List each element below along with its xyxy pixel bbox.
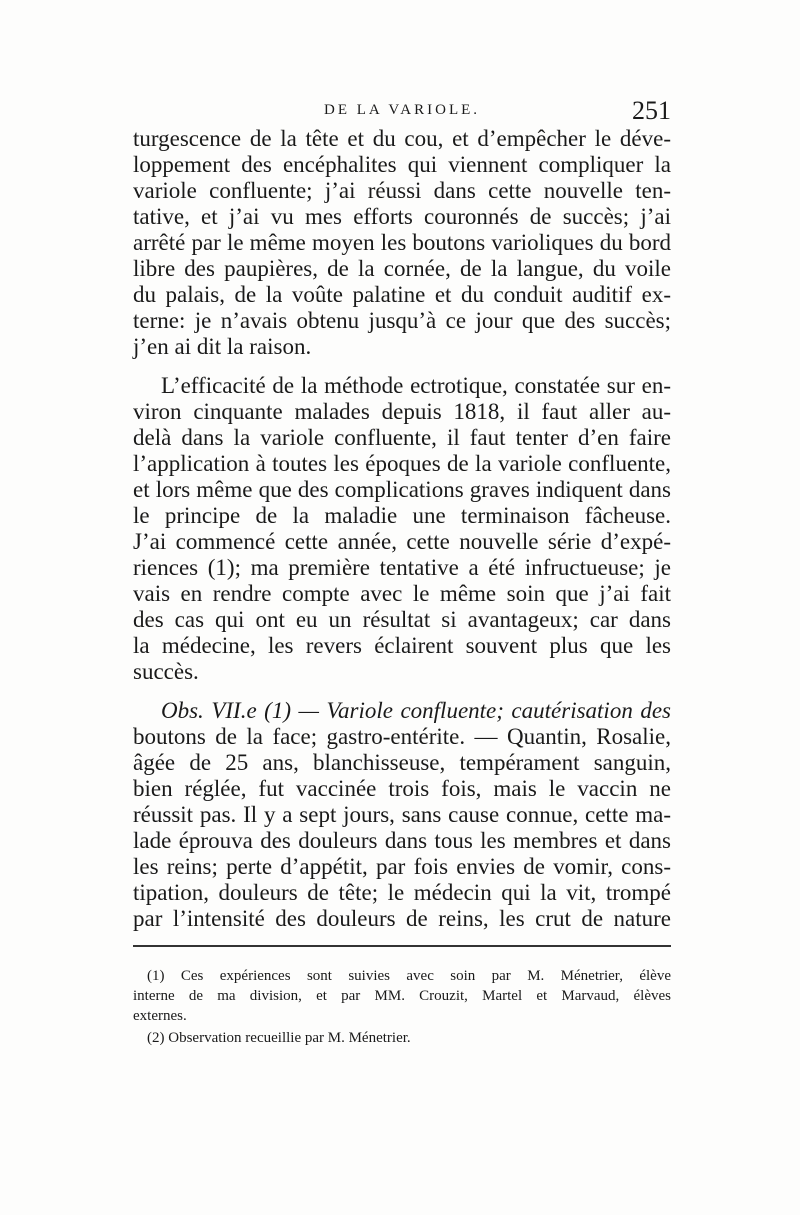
- footnote-rule: [133, 945, 671, 947]
- page-number: 251: [632, 96, 671, 125]
- text-line: succès.: [133, 659, 199, 684]
- text-line: terne: je n’avais obtenu jusqu’à ce jour que des succès;: [133, 308, 671, 333]
- text-line: tative, et j’ai vu mes efforts couronnés de succès; j’ai: [133, 204, 671, 229]
- footnote-line: externes.: [133, 1008, 187, 1024]
- running-head: DE LA VARIOLE.: [323, 102, 481, 118]
- text-line: delà dans la variole confluente, il faut tenter d’en faire: [133, 425, 671, 450]
- text-line: libre des paupières, de la cornée, de la langue, du voile: [133, 256, 671, 281]
- text-line: la médecine, les revers éclairent souvent plus que les: [133, 633, 671, 658]
- text-line: et lors même que des complications graves indiquent dans: [133, 477, 671, 502]
- text-line: lade éprouva des douleurs dans tous les membres et dans: [133, 828, 671, 853]
- text-line: âgée de 25 ans, blanchisseuse, tempérament sanguin,: [133, 750, 671, 775]
- text-line: J’ai commencé cette année, cette nouvelle série d’expé-: [133, 529, 671, 554]
- text-line: par l’intensité des douleurs de reins, les crut de nature: [133, 906, 671, 931]
- footnotes: [133, 966, 671, 1048]
- text-line: arrêté par le même moyen les boutons varioliques du bord: [133, 230, 671, 255]
- text-line: du palais, de la voûte palatine et du conduit auditif ex-: [133, 282, 671, 307]
- text-line: le principe de la maladie une terminaison fâcheuse.: [133, 503, 671, 528]
- text-line: l’application à toutes les époques de la variole confluente,: [133, 451, 671, 476]
- text-line: j’en ai dit la raison.: [133, 334, 312, 359]
- text-line: L’efficacité de la méthode ectrotique, constatée sur en-: [161, 373, 671, 398]
- text-line: viron cinquante malades depuis 1818, il faut aller au-: [133, 399, 671, 424]
- footnote-line: (2) Observation recueillie par M. Ménetrier.: [147, 1030, 411, 1046]
- text-line: loppement des encéphalites qui viennent compliquer la: [133, 152, 671, 177]
- text-line: boutons de la face; gastro-entérite. — Quantin, Rosalie,: [133, 724, 671, 749]
- footnote-line: interne de ma division, et par MM. Crouzit, Martel et Marvaud, élèves: [133, 988, 671, 1004]
- text-line: riences (1); ma première tentative a été infructueuse; je: [133, 555, 671, 580]
- text-line: variole confluente; j’ai réussi dans cette nouvelle ten-: [133, 178, 671, 203]
- observation-heading: Obs. VII.e (1) — Variole confluente; cautérisation des: [161, 698, 671, 723]
- body-text: [133, 126, 671, 932]
- text-line: bien réglée, fut vaccinée trois fois, mais le vaccin ne: [133, 776, 671, 801]
- text-line: vais en rendre compte avec le même soin que j’ai fait: [133, 581, 671, 606]
- text-line: les reins; perte d’appétit, par fois envies de vomir, cons-: [133, 854, 671, 879]
- text-line: réussit pas. Il y a sept jours, sans cause connue, cette ma-: [133, 802, 671, 827]
- page-header: [133, 98, 671, 124]
- text-line: des cas qui ont eu un résultat si avantageux; car dans: [133, 607, 671, 632]
- footnote-line: (1) Ces expériences sont suivies avec soin par M. Ménetrier, élève: [147, 968, 671, 984]
- text-line: tipation, douleurs de tête; le médecin qui la vit, trompé: [133, 880, 671, 905]
- text-line: turgescence de la tête et du cou, et d’empêcher le déve-: [133, 126, 671, 151]
